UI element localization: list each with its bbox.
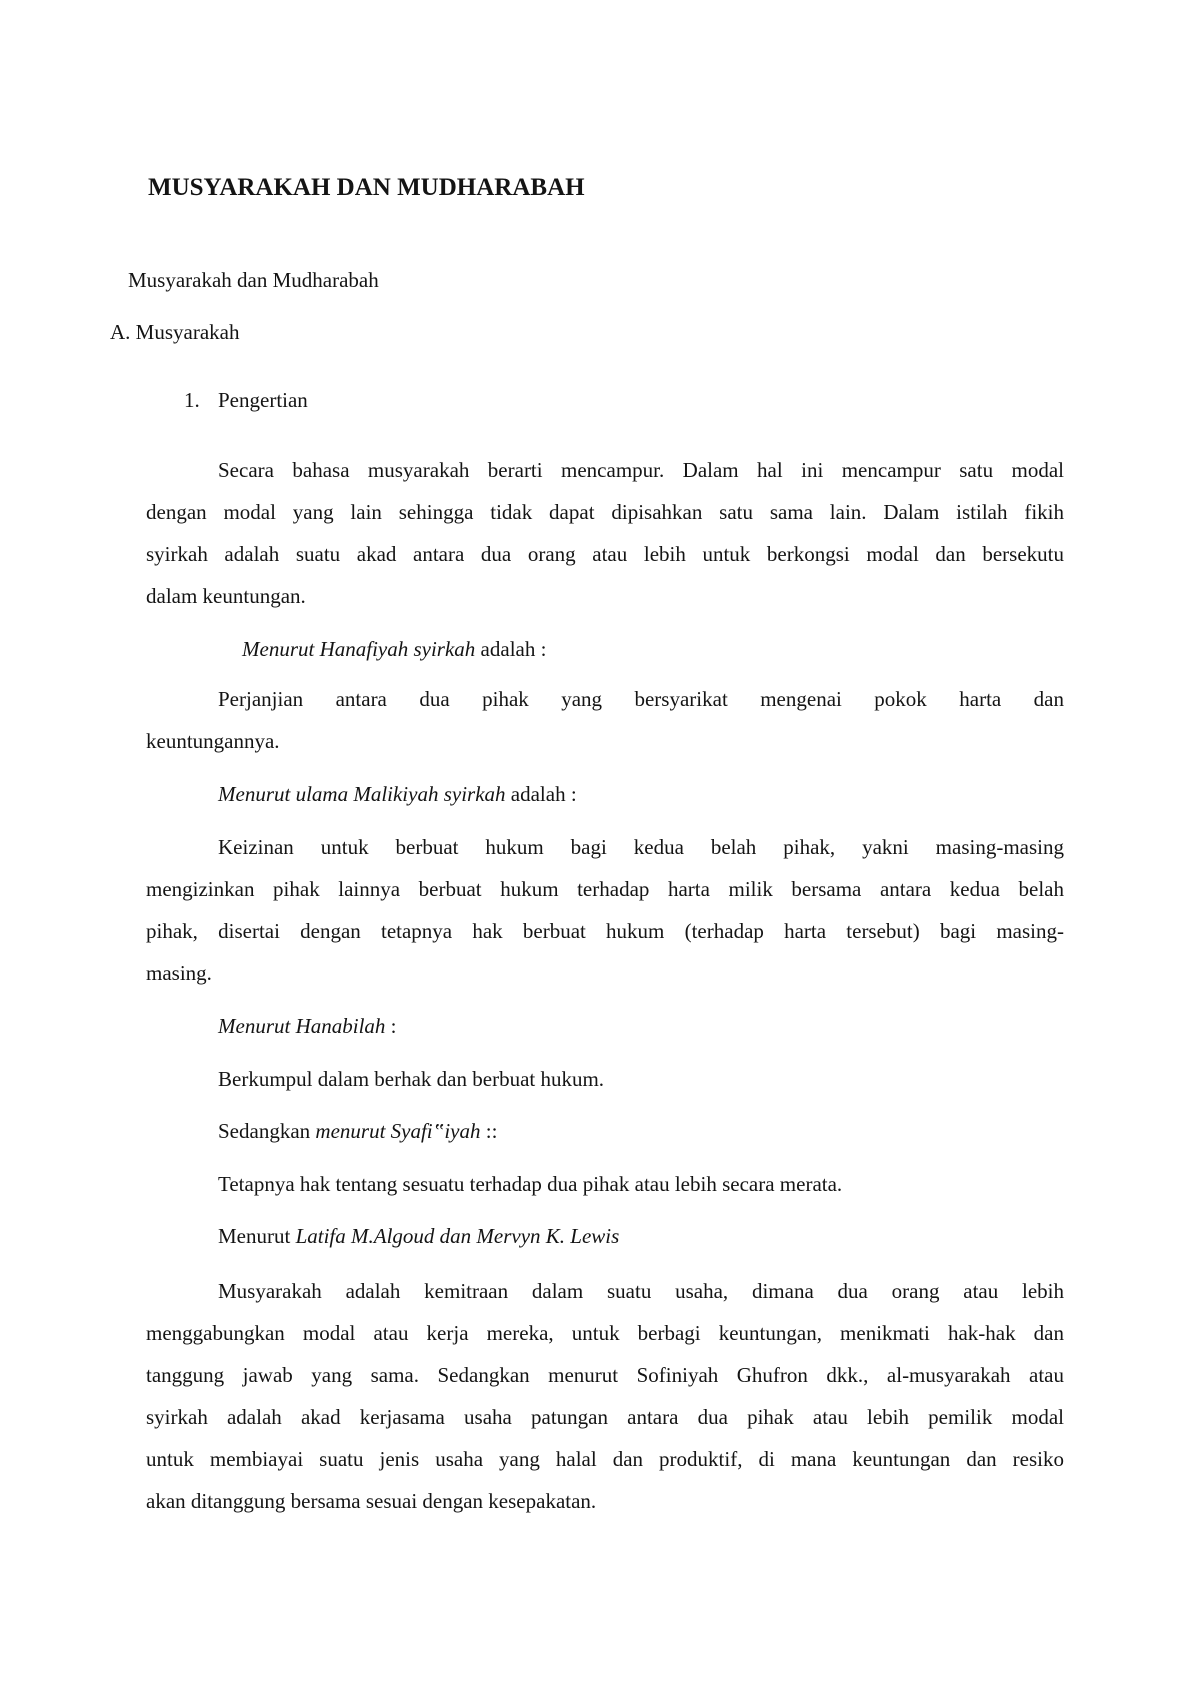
item-1-number: 1. [184,388,200,412]
syafiiyah-rest: :: [480,1119,498,1143]
malikiyah-italic: Menurut ulama Malikiyah syirkah [218,782,506,806]
hanabilah-rest: : [385,1014,397,1038]
paragraph-definition-language [146,449,1064,617]
latifa-prefix: Menurut [218,1224,296,1248]
section-a-heading: A. Musyarakah [110,320,240,344]
latifa-heading [218,1222,619,1250]
subtitle: Musyarakah dan Mudharabah [128,268,379,292]
hanabilah-heading [218,1012,397,1040]
paragraph-hanabilah: Berkumpul dalam berhak dan berbuat hukum. [218,1067,605,1091]
syafiiyah-italic: menurut Syafi‟iyah [315,1119,481,1143]
paragraph-line: dengan modal yang lain sehingga tidak dapat dipisahkan satu sama lain. Dalam istilah fikih [146,500,1064,524]
paragraph-line: Secara bahasa musyarakah berarti mencampur. Dalam hal ini mencampur satu modal [218,458,1064,482]
paragraph-line: syirkah adalah suatu akad antara dua orang atau lebih untuk berkongsi modal dan bersekutu [146,542,1064,566]
paragraph-line: Musyarakah adalah kemitraan dalam suatu usaha, dimana dua orang atau lebih [218,1279,1064,1303]
hanabilah-italic: Menurut Hanabilah [218,1014,386,1038]
paragraph-line: dalam keuntungan. [146,584,306,608]
hanafiyah-rest: adalah : [475,637,547,661]
document-title: MUSYARAKAH DAN MUDHARABAH [148,174,585,201]
paragraph-line: mengizinkan pihak lainnya berbuat hukum terhadap harta milik bersama antara kedua belah [146,877,1064,901]
syafiiyah-prefix: Sedangkan [218,1119,316,1143]
paragraph-line: pihak, disertai dengan tetapnya hak berbuat hukum (terhadap harta tersebut) bagi masing- [146,919,1064,943]
malikiyah-rest: adalah : [505,782,577,806]
item-1-label: Pengertian [218,388,308,412]
paragraph-line: syirkah adalah akad kerjasama usaha patungan antara dua pihak atau lebih pemilik modal [146,1405,1064,1429]
malikiyah-heading [218,780,577,808]
latifa-italic: Latifa M.Algoud dan Mervyn K. Lewis [295,1224,620,1248]
paragraph-malikiyah [146,826,1064,994]
paragraph-hanafiyah [146,678,1064,762]
hanafiyah-italic: Menurut Hanafiyah syirkah [242,637,476,661]
paragraph-syafiiyah: Tetapnya hak tentang sesuatu terhadap dua pihak atau lebih secara merata. [218,1172,843,1196]
paragraph-line: masing. [146,961,212,985]
paragraph-line: Perjanjian antara dua pihak yang bersyarikat mengenai pokok harta dan [218,687,1064,711]
paragraph-line: tanggung jawab yang sama. Sedangkan menurut Sofiniyah Ghufron dkk., al-musyarakah atau [146,1363,1064,1387]
paragraph-line: untuk membiayai suatu jenis usaha yang halal dan produktif, di mana keuntungan dan resiko [146,1447,1064,1471]
paragraph-line: keuntungannya. [146,729,280,753]
hanafiyah-heading [242,635,546,663]
paragraph-line: akan ditanggung bersama sesuai dengan kesepakatan. [146,1489,597,1513]
paragraph-latifa [146,1270,1064,1522]
paragraph-line: menggabungkan modal atau kerja mereka, untuk berbagi keuntungan, menikmati hak-hak dan [146,1321,1064,1345]
syafiiyah-heading [218,1117,497,1145]
paragraph-line: Keizinan untuk berbuat hukum bagi kedua belah pihak, yakni masing-masing [218,835,1064,859]
